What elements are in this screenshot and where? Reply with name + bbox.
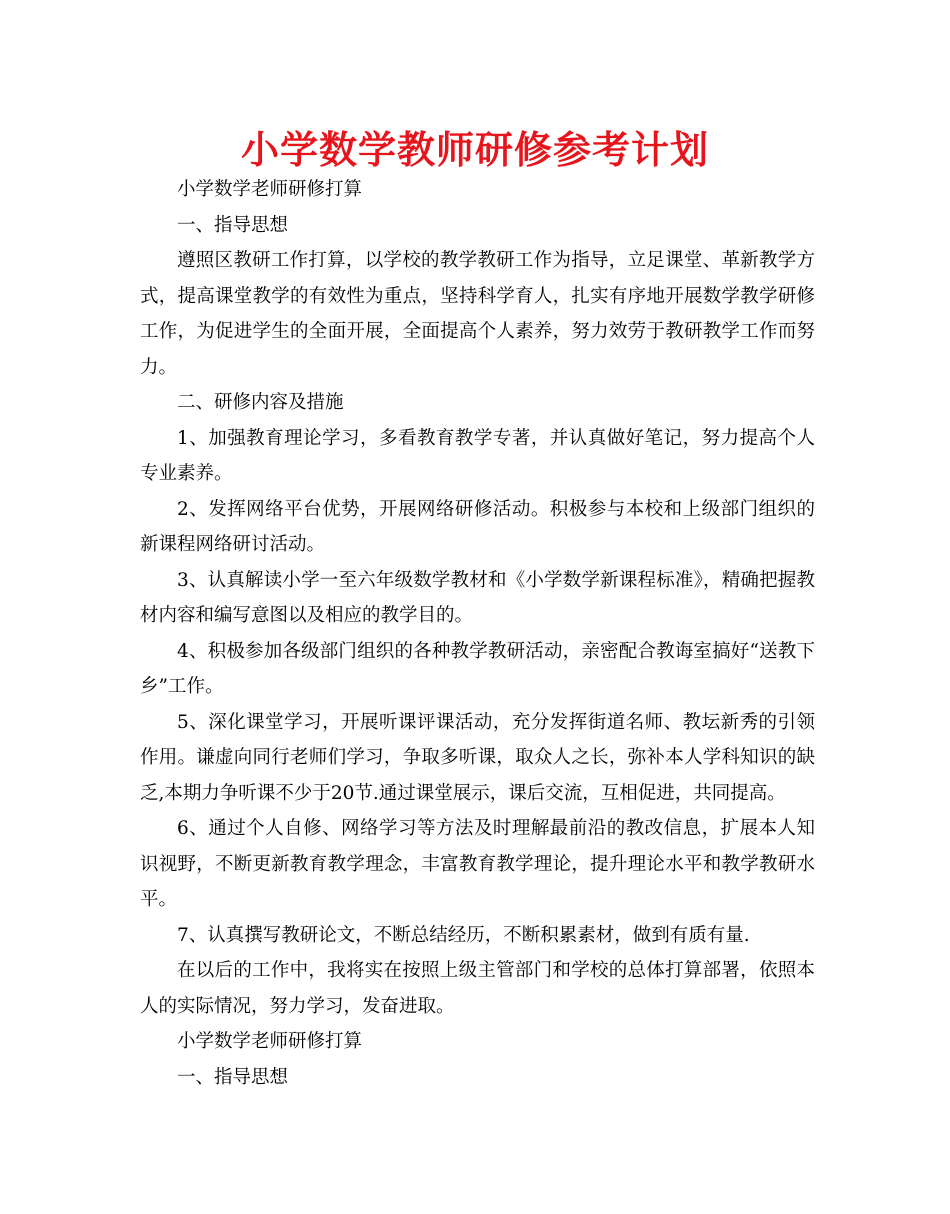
section-heading: 一、指导思想 <box>177 1066 289 1088</box>
paragraph: 遵照区教研工作打算，以学校的教学教研工作为指导，立足课堂、革新教学方式，提高课堂教学的有效性为重点，坚持科学育人，扎实有序地开展数学教学研修工作，为促进学生的全面开展，全面提高个人素养，努力效劳于教研教学工作而努力。 <box>140 250 815 378</box>
list-item: 6、通过个人自修、网络学习等方法及时理解最前沿的教改信息，扩展本人知识视野，不断更新教育教学理念，丰富教育教学理论，提升理论水平和教学教研水平。 <box>140 818 815 910</box>
list-item: 5、深化课堂学习，开展听课评课活动，充分发挥街道名师、教坛新秀的引领作用。谦虚向同行老师们学习，争取多听课，取众人之长，弥补本人学科知识的缺乏,本期力争听课不少于20节.通过课堂展示，课后交流，互相促进，共同提高。 <box>140 711 815 804</box>
paragraph: 小学数学老师研修打算 <box>177 179 363 200</box>
document-title: 小学数学教师研修参考计划 <box>240 128 709 172</box>
section-heading: 二、研修内容及措施 <box>177 392 344 413</box>
paragraph: 在以后的工作中，我将实在按照上级主管部门和学校的总体打算部署，依照本人的实际情况，努力学习，发奋进取。 <box>140 960 815 1017</box>
section-heading: 一、指导思想 <box>177 214 289 236</box>
paragraph: 小学数学老师研修打算 <box>177 1031 363 1052</box>
list-item: 7、认真撰写教研论文，不断总结经历，不断积累素材，做到有质有量. <box>177 924 750 946</box>
list-item: 4、积极参加各级部门组织的各种教学教研活动，亲密配合教诲室搞好“送教下乡”工作。 <box>140 640 815 697</box>
document-body <box>140 172 815 1095</box>
list-item: 3、认真解读小学一至六年级数学教材和《小学数学新课程标准》，精确把握教材内容和编写意图以及相应的教学目的。 <box>140 569 815 626</box>
list-item: 1、加强教育理论学习，多看教育教学专著，并认真做好笔记，努力提高个人专业素养。 <box>140 427 815 484</box>
list-item: 2、发挥网络平台优势，开展网络研修活动。积极参与本校和上级部门组织的新课程网络研讨活动。 <box>140 498 815 555</box>
